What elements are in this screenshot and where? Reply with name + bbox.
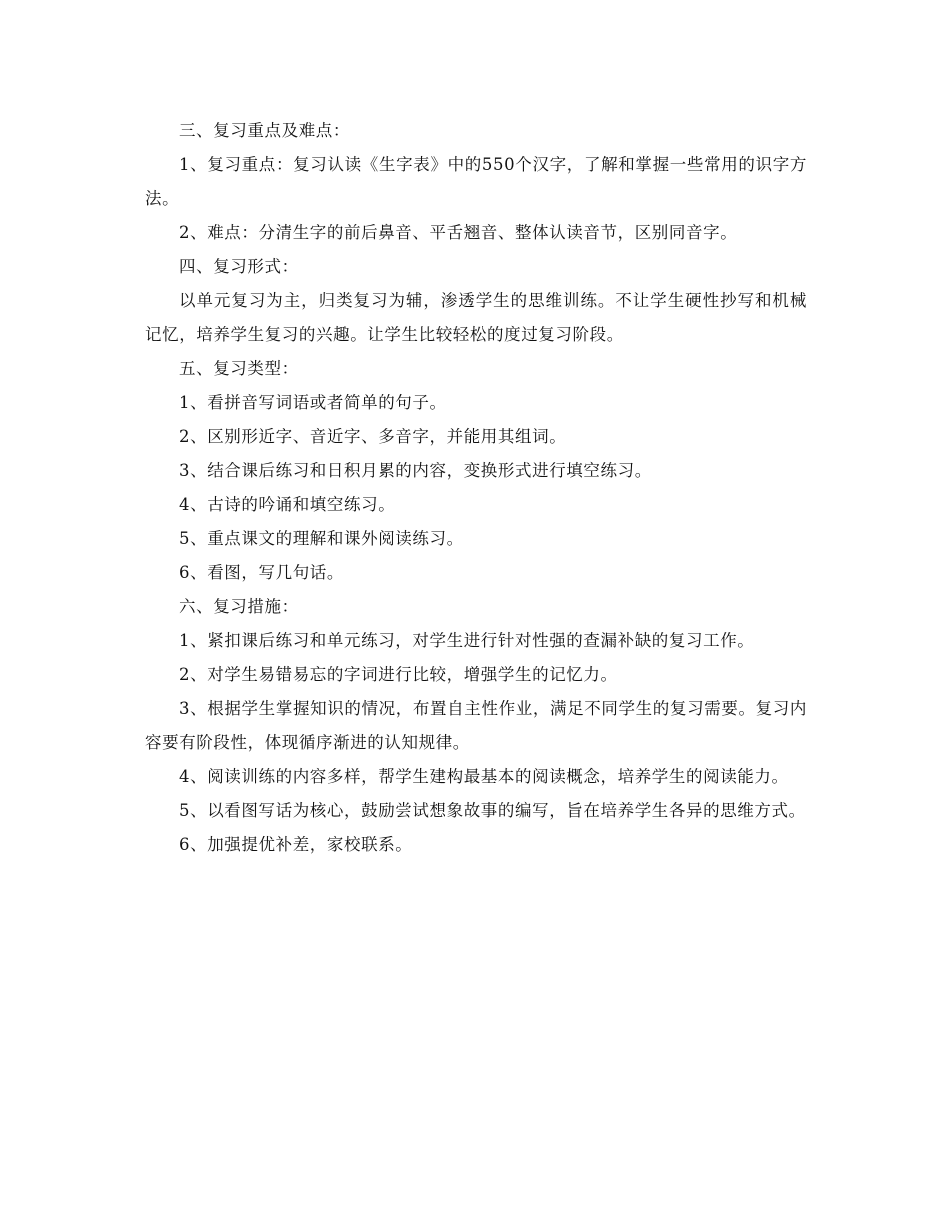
list-item: 5、重点课文的理解和课外阅读练习。: [179, 529, 464, 548]
paragraph: 1、复习重点：复习认读《生字表》中的550个汉字，了解和掌握一些常用的识字方法。: [145, 155, 807, 208]
list-item: 3、根据学生掌握知识的情况，布置自主性作业，满足不同学生的复习需要。复习内容要有阶段性，体现循序渐进的认知规律。: [145, 699, 807, 752]
list-item: 2、区别形近字、音近字、多音字，并能用其组词。: [179, 427, 567, 446]
list-item: 6、看图，写几句话。: [179, 563, 344, 582]
list-item: 3、结合课后练习和日积月累的内容，变换形式进行填空练习。: [179, 461, 652, 480]
list-item: 1、紧扣课后练习和单元练习，对学生进行针对性强的查漏补缺的复习工作。: [179, 631, 755, 650]
list-item: 4、古诗的吟诵和填空练习。: [179, 495, 396, 514]
list-item: 4、阅读训练的内容多样，帮学生建构最基本的阅读概念，培养学生的阅读能力。: [179, 767, 789, 786]
document-body: [145, 114, 807, 862]
section-heading-review-measures: 六、复习措施：: [179, 597, 299, 616]
section-heading-review-form: 四、复习形式：: [179, 257, 299, 276]
list-item: 2、对学生易错易忘的字词进行比较，增强学生的记忆力。: [179, 665, 618, 684]
list-item: 6、加强提优补差，家校联系。: [179, 835, 413, 854]
list-item: 1、看拼音写词语或者简单的句子。: [179, 393, 447, 412]
section-heading-review-focus: 三、复习重点及难点：: [179, 121, 350, 140]
list-item: 5、以看图写话为核心，鼓励尝试想象故事的编写，旨在培养学生各异的思维方式。: [179, 801, 806, 820]
section-heading-review-types: 五、复习类型：: [179, 359, 299, 378]
paragraph: 以单元复习为主，归类复习为辅，渗透学生的思维训练。不让学生硬性抄写和机械记忆，培养学生复习的兴趣。让学生比较轻松的度过复习阶段。: [145, 291, 807, 344]
paragraph: 2、难点：分清生字的前后鼻音、平舌翘音、整体认读音节，区别同音字。: [179, 223, 738, 242]
